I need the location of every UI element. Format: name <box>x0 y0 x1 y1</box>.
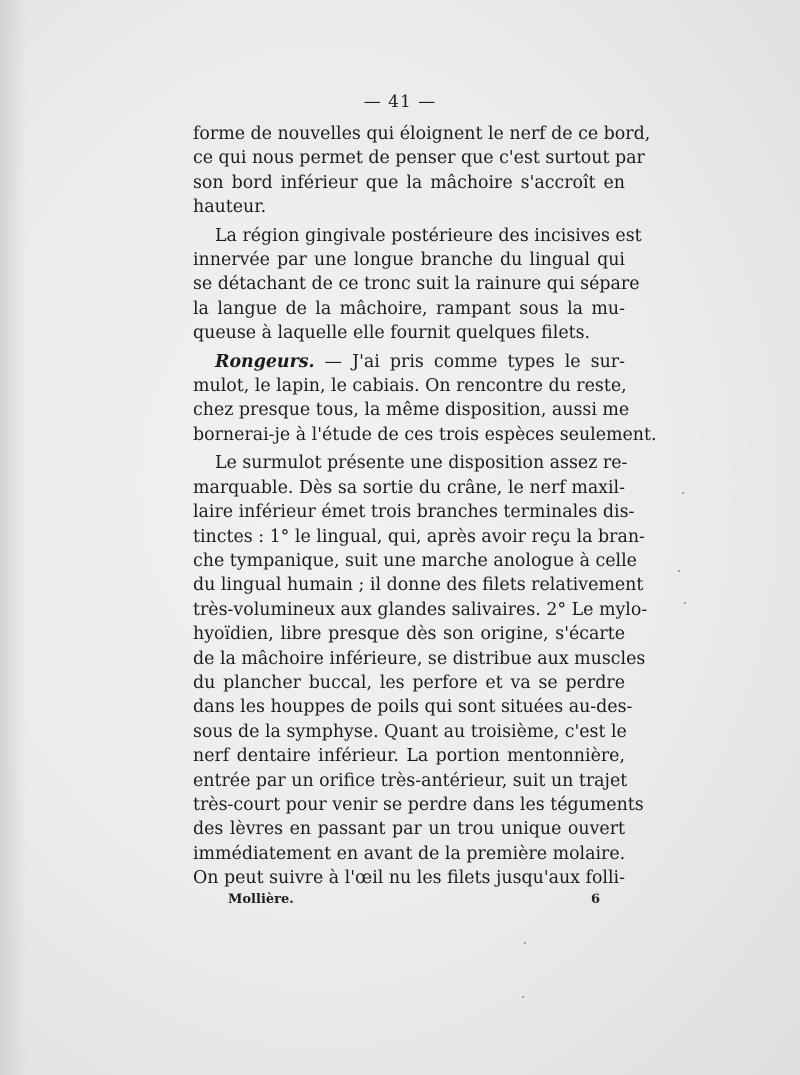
text-line: Le surmulot présente une disposition assez re- <box>215 453 628 474</box>
text-line <box>193 350 625 374</box>
text-line: hauteur. <box>193 197 267 218</box>
footer-author: Mollière. <box>228 892 294 907</box>
text-line: hyoïdien, libre presque dès son origine, s'écarte <box>193 624 625 645</box>
text-line: La région gingivale postérieure des incisives est <box>215 225 642 246</box>
text-line: des lèvres en passant par un trou unique ouvert <box>193 819 625 840</box>
text-line: dans les houppes de poils qui sont situées au-des- <box>193 697 633 718</box>
text-line: entrée par un orifice très-antérieur, suit un trajet <box>193 770 628 791</box>
text-line: la langue de la mâchoire, rampant sous la mu- <box>193 298 625 319</box>
page-number: — 41 — <box>363 92 437 112</box>
text-line: laire inférieur émet trois branches terminales dis- <box>193 502 635 523</box>
text-line: immédiatement en avant de la première molaire. <box>193 843 626 864</box>
text-line: forme de nouvelles qui éloignent le nerf de ce bord, <box>193 124 651 144</box>
text-line: innervée par une longue branche du lingual qui <box>193 250 625 271</box>
paper-speck <box>682 492 684 494</box>
paper-speck <box>684 602 686 604</box>
paper-speck <box>522 996 524 998</box>
body-text <box>193 122 657 891</box>
text-line: du lingual humain ; il donne des filets relativement <box>193 575 644 596</box>
text-line: marquable. Dès sa sortie du crâne, le nerf maxil- <box>193 477 625 498</box>
text-line: du plancher buccal, les perfore et va se perdre <box>193 672 625 693</box>
text-line: On peut suivre à l'œil nu les filets jusqu'aux folli- <box>193 868 625 889</box>
text-line: che tympanique, suit une marche anologue à celle <box>193 550 637 571</box>
text-line: bornerai-je à l'étude de ces trois espèces seulement. <box>193 424 657 445</box>
signature-mark: 6 <box>590 892 600 907</box>
text-line: de la mâchoire inférieure, se distribue aux muscles <box>193 648 646 669</box>
paper-speck <box>678 570 680 572</box>
text-line: nerf dentaire inférieur. La portion mentonnière, <box>193 746 625 767</box>
text-line: queuse à laquelle elle fournit quelques filets. <box>193 323 591 344</box>
text-line: très-court pour venir se perdre dans les téguments <box>193 794 644 815</box>
text-line: ce qui nous permet de penser que c'est surtout par <box>193 148 645 169</box>
paper-speck <box>524 942 526 944</box>
section-title: Rongeurs. <box>215 351 315 372</box>
text-line: mulot, le lapin, le cabiais. On rencontre du reste, <box>193 376 627 397</box>
text-line: chez presque tous, la même disposition, aussi me <box>193 400 630 421</box>
page-edge-shadow <box>0 0 26 1075</box>
text-line: très-volumineux aux glandes salivaires. 2° Le mylo- <box>193 599 648 620</box>
text-line: tinctes : 1° le lingual, qui, après avoir reçu la bran- <box>193 526 645 547</box>
text-fragment: — J'ai pris comme types le sur- <box>314 351 625 372</box>
text-line: son bord inférieur que la mâchoire s'accroît en <box>193 172 625 193</box>
text-line: sous de la symphyse. Quant au troisième, c'est le <box>193 721 627 742</box>
text-line: se détachant de ce tronc suit la rainure qui sépare <box>193 274 640 295</box>
